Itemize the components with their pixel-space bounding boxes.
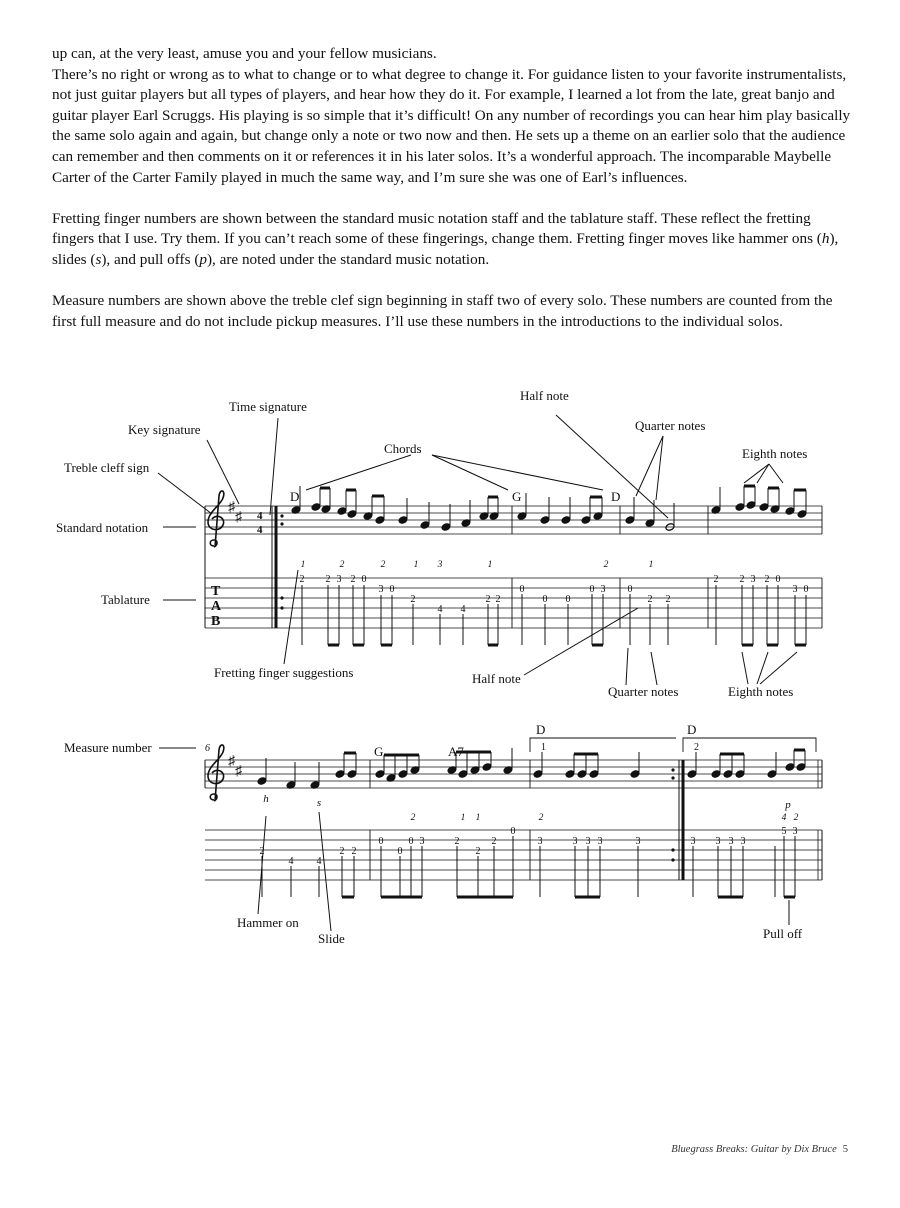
svg-text:3: 3	[792, 826, 798, 837]
svg-text:2: 2	[475, 846, 481, 857]
label-slide: Slide	[318, 931, 345, 946]
svg-text:s: s	[316, 797, 322, 809]
svg-text:2: 2	[495, 594, 501, 605]
svg-text:D: D	[687, 722, 697, 737]
svg-text:3: 3	[572, 836, 578, 847]
paragraph-3: Measure numbers are shown above the treble clef sign beginning in staff two of every solo. These numbers are counted from the first full measure and do not include pickup measures. I’ll use these numbers in the introductions to the individual solos.	[52, 292, 833, 330]
finger-numbers-1	[301, 560, 654, 570]
label-key-signature: Key signature	[128, 422, 201, 437]
label-tablature: Tablature	[101, 592, 150, 607]
tab-numbers-2	[260, 826, 798, 867]
svg-text:2: 2	[339, 846, 345, 857]
svg-text:♯: ♯	[235, 510, 242, 525]
svg-text:0: 0	[542, 594, 548, 605]
svg-text:3: 3	[419, 836, 425, 847]
svg-text:1: 1	[413, 560, 419, 570]
svg-text:2: 2	[764, 574, 770, 585]
svg-text:0: 0	[378, 836, 384, 847]
p2-c: ), and pull offs (	[101, 250, 200, 268]
measure-number: 6	[205, 743, 210, 754]
svg-text:♯: ♯	[228, 500, 235, 515]
svg-text:D: D	[536, 722, 546, 737]
ending-numbers	[541, 742, 699, 753]
label-hammer-on: Hammer on	[237, 915, 299, 930]
p2-d: ), are noted under the standard music notation.	[206, 250, 490, 268]
time-signature	[257, 510, 263, 536]
svg-text:2: 2	[713, 574, 719, 585]
svg-text:0: 0	[627, 584, 633, 595]
paragraph-1: There’s no right or wrong as to what to change or to what degree to change it. For guidance listen to your favorite instrumentalists, not just guitar players but all types of players, and hear how they do it. For example, I learned a lot from the late, great banjo and guitar player Earl Scruggs. His playing is so simple that it’s difficult! On any number of recordings you can hear him play basically the same solo again and again, but change only a note or two now and then. He sets up a theme on an earlier solo that the audience can remember and then comments on it or references it in his later solos. It’s a wonderful approach. The incomparable Maybelle Carter of the Carter Family played in much the same way, and I’m sure she was one of Earl’s influences.	[52, 65, 851, 186]
svg-text:3: 3	[750, 574, 756, 585]
svg-text:3: 3	[336, 574, 342, 585]
svg-text:h: h	[263, 793, 269, 805]
label-quarter-notes-top: Quarter notes	[635, 418, 706, 433]
svg-text:G: G	[512, 489, 522, 504]
key-signature-sharps	[228, 500, 243, 525]
svg-text:2: 2	[793, 813, 799, 823]
svg-text:2: 2	[350, 574, 356, 585]
svg-text:D: D	[290, 489, 300, 504]
svg-text:2: 2	[351, 846, 357, 857]
svg-text:4: 4	[288, 856, 294, 867]
svg-text:2: 2	[259, 846, 265, 857]
label-half-note-bottom: Half note	[472, 671, 521, 686]
svg-text:2: 2	[485, 594, 491, 605]
svg-text:3: 3	[437, 560, 443, 570]
svg-text:3: 3	[600, 584, 606, 595]
svg-text:3: 3	[690, 836, 696, 847]
svg-text:B: B	[211, 614, 221, 629]
notes-system-2	[257, 748, 806, 789]
label-quarter-notes-bottom: Quarter notes	[608, 684, 679, 699]
svg-text:0: 0	[361, 574, 367, 585]
svg-text:A7: A7	[448, 744, 464, 759]
svg-text:2: 2	[410, 813, 416, 823]
label-treble-clef: Treble cleff sign	[64, 460, 150, 475]
svg-text:0: 0	[510, 826, 516, 837]
svg-text:1: 1	[648, 560, 654, 570]
svg-text:3: 3	[715, 836, 721, 847]
treble-clef-icon	[208, 491, 224, 547]
svg-text:5: 5	[781, 826, 787, 837]
svg-text:3: 3	[378, 584, 384, 595]
label-pull-off: Pull off	[763, 926, 803, 941]
label-eighth-notes-top: Eighth notes	[742, 446, 808, 461]
svg-text:2: 2	[380, 560, 386, 570]
notes-system-1	[291, 486, 807, 531]
svg-text:3: 3	[740, 836, 746, 847]
svg-text:♯: ♯	[235, 764, 242, 779]
svg-text:0: 0	[803, 584, 809, 595]
tab-staff-1	[205, 578, 822, 628]
svg-text:4: 4	[460, 604, 466, 615]
label-standard-notation: Standard notation	[56, 520, 149, 535]
paragraph-1-lead: up can, at the very least, amuse you and your fellow musicians.	[52, 45, 437, 62]
svg-text:2: 2	[603, 560, 609, 570]
svg-text:4: 4	[257, 524, 263, 536]
svg-text:D: D	[611, 489, 621, 504]
svg-text:2: 2	[647, 594, 653, 605]
svg-text:1: 1	[487, 560, 493, 570]
svg-text:T: T	[211, 584, 221, 599]
svg-text:0: 0	[565, 594, 571, 605]
svg-text:2: 2	[325, 574, 331, 585]
svg-text:p: p	[785, 799, 791, 811]
svg-text:2: 2	[694, 742, 699, 753]
chord-symbols-2	[374, 722, 696, 759]
svg-text:0: 0	[775, 574, 781, 585]
svg-text:2: 2	[410, 594, 416, 605]
treble-clef-icon-2	[208, 745, 224, 801]
label-half-note-top: Half note	[520, 388, 569, 403]
p2-s: s	[95, 250, 102, 268]
footer-title: Bluegrass Breaks: Guitar by Dix Bruce	[671, 1144, 837, 1155]
p2-b: ), slides (	[52, 230, 839, 268]
label-time-signature: Time signature	[229, 399, 307, 414]
tab-clef	[211, 584, 222, 629]
label-fretting-finger: Fretting finger suggestions	[214, 665, 354, 680]
svg-text:2: 2	[299, 574, 305, 585]
svg-text:3: 3	[585, 836, 591, 847]
svg-text:3: 3	[728, 836, 734, 847]
page-footer	[671, 1144, 848, 1155]
ending-brackets	[530, 738, 816, 752]
page-number: 5	[842, 1144, 848, 1155]
svg-text:3: 3	[792, 584, 798, 595]
p2-p: p	[199, 250, 207, 268]
svg-text:2: 2	[454, 836, 460, 847]
svg-text:1: 1	[300, 560, 306, 570]
svg-text:0: 0	[589, 584, 595, 595]
barlines-1	[205, 506, 822, 628]
svg-text:3: 3	[537, 836, 543, 847]
svg-text:2: 2	[538, 813, 544, 823]
label-eighth-notes-bottom: Eighth notes	[728, 684, 794, 699]
technique-markers	[263, 793, 791, 811]
p2-a: Fretting finger numbers are shown between the standard music notation staff and the tablature staff. These reflect the fretting fingers that I use. Try them. If you can’t reach some of these fingerings, change them. Fretting finger moves like hammer ons (	[52, 209, 822, 248]
svg-text:1: 1	[475, 813, 481, 823]
svg-text:2: 2	[339, 560, 345, 570]
svg-text:3: 3	[635, 836, 641, 847]
label-measure-number: Measure number	[64, 740, 152, 755]
svg-text:4: 4	[437, 604, 443, 615]
svg-text:1: 1	[541, 742, 546, 753]
svg-text:A: A	[211, 599, 222, 614]
svg-text:♯: ♯	[228, 754, 235, 769]
svg-text:2: 2	[491, 836, 497, 847]
label-chords: Chords	[384, 441, 422, 456]
svg-text:3: 3	[597, 836, 603, 847]
svg-text:G: G	[374, 744, 384, 759]
svg-text:2: 2	[665, 594, 671, 605]
svg-text:0: 0	[397, 846, 403, 857]
p2-h: h	[821, 230, 830, 248]
svg-text:0: 0	[389, 584, 395, 595]
svg-text:4: 4	[781, 813, 787, 823]
svg-text:0: 0	[408, 836, 414, 847]
svg-text:0: 0	[519, 584, 525, 595]
chord-symbols-1	[290, 489, 620, 504]
svg-text:2: 2	[739, 574, 745, 585]
key-signature-sharps-2	[228, 754, 243, 779]
svg-text:4: 4	[257, 510, 263, 522]
svg-text:4: 4	[316, 856, 322, 867]
finger-numbers-2	[411, 813, 799, 823]
tab-numbers-1	[300, 574, 809, 615]
svg-text:1: 1	[460, 813, 466, 823]
callout-labels	[56, 388, 807, 946]
